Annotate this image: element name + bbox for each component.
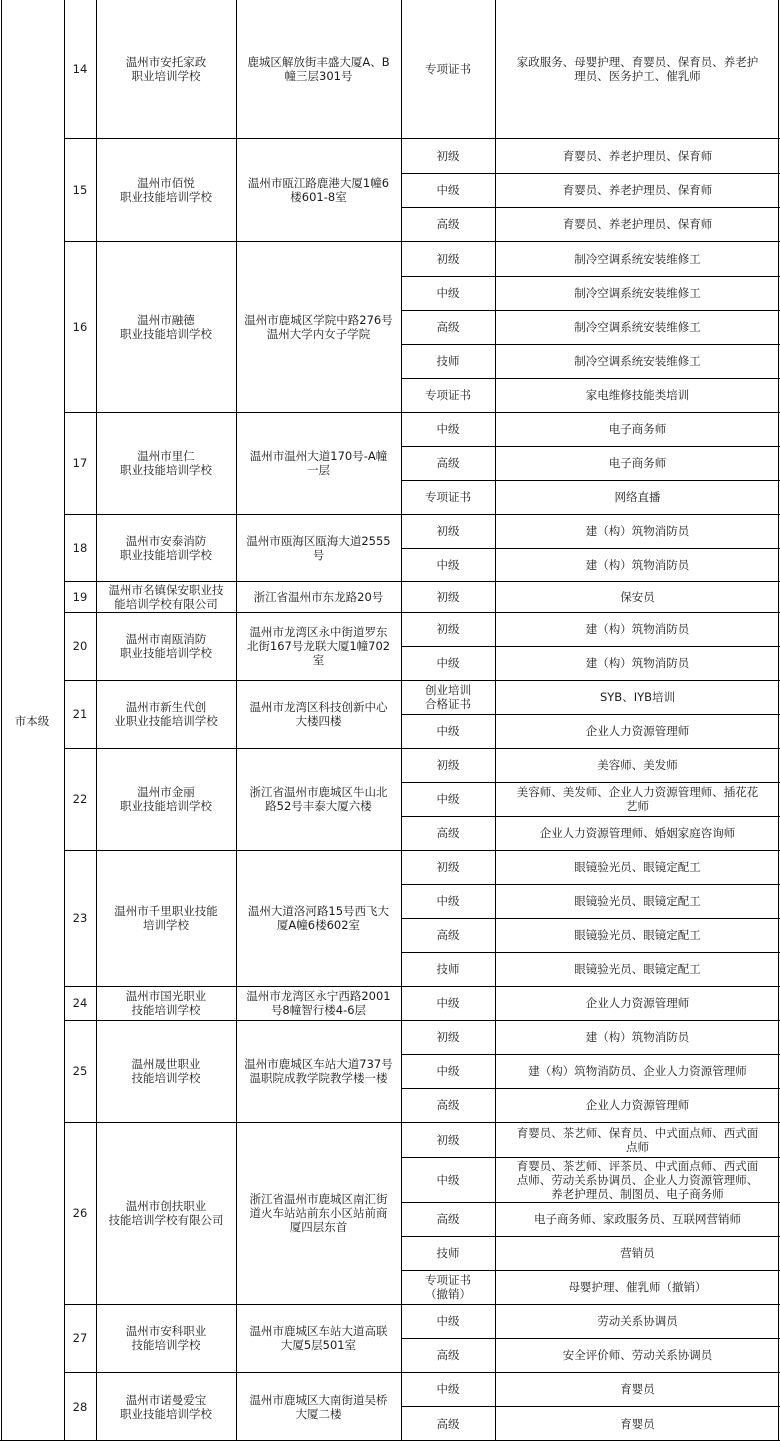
school-number: 26 [72,1206,88,1220]
level-cell: 技师 [436,354,460,368]
level-cell: 初级 [436,622,460,636]
level-cell: 中级 [436,1172,460,1187]
occupation-cell: 建（构）筑物消防员、企业人力资源管理师 [528,1064,747,1078]
level-divider [401,1088,780,1089]
occupation-cell: 眼镜验光员、眼镜定配工 [574,894,701,908]
level-cell: 专项证书 （撤销） [425,1273,471,1301]
column-divider [96,0,97,1441]
school-address: 温州市鹿城区车站大道737号 温职院成教学院教学楼一楼 [244,1057,393,1085]
occupation-cell: 制冷空调系统安装维修工 [574,320,701,334]
occupation-cell: 建（构）筑物消防员 [585,622,690,636]
level-cell: 初级 [436,758,460,772]
region-cell: 市本级 [14,713,50,728]
occupation-cell: 网络直播 [614,490,661,504]
school-number: 23 [72,911,88,925]
level-cell: 中级 [436,1382,460,1396]
level-cell: 高级 [436,217,460,231]
occupation-cell: 建（构）筑物消防员 [585,656,690,670]
level-cell: 高级 [436,456,460,470]
level-cell: 高级 [436,1212,460,1226]
level-divider [401,952,780,953]
school-number: 25 [72,1064,88,1078]
level-cell: 初级 [436,148,460,163]
school-address: 温州市龙湾区永宁西路2001 号8幢智行楼4-6层 [246,989,391,1017]
school-address: 温州市鹿城区车站大道高联 大厦5层501室 [249,1324,388,1352]
occupation-cell: 电子商务师 [608,422,667,436]
school-name: 温州市南瓯消防 职业技能培训学校 [120,632,212,660]
school-number: 15 [72,182,88,197]
occupation-cell: 企业人力资源管理师 [585,996,690,1010]
occupation-cell: 家政服务、母婴护理、育婴员、保育员、养老护 理员、医务护工、催乳师 [516,55,759,83]
school-address: 浙江省温州市鹿城区牛山北 路52号丰泰大厦六楼 [249,785,388,813]
school-address: 温州市鹿城区学院中路276号 温州大学内女子学院 [244,312,393,341]
level-cell: 高级 [436,826,460,840]
occupation-cell: 建（构）筑物消防员 [585,1030,690,1044]
school-name: 温州市名镇保安职业技 能培训学校有限公司 [108,582,224,611]
level-cell: 中级 [436,422,460,436]
school-number: 19 [72,589,88,604]
occupation-cell: 企业人力资源管理师 [585,724,690,738]
occupation-cell: 制冷空调系统安装维修工 [574,251,701,266]
school-number: 18 [72,540,88,555]
level-divider [401,173,780,174]
level-cell: 中级 [436,894,460,908]
school-name: 温州市安科职业 技能培训学校 [125,1324,207,1352]
occupation-cell: 建（构）筑物消防员 [585,524,690,538]
occupation-cell: 建（构）筑物消防员 [585,557,690,572]
level-divider [401,480,780,481]
level-divider [401,344,780,345]
level-cell: 高级 [436,928,460,942]
column-divider [64,0,65,1441]
level-cell: 技师 [436,1246,460,1260]
level-cell: 初级 [436,251,460,266]
school-address: 浙江省温州市东龙路20号 [253,589,384,604]
level-divider [401,1236,780,1237]
school-address: 温州市龙湾区科技创新中心 大楼四楼 [249,700,388,728]
school-name: 温州市千里职业技能 培训学校 [114,904,218,932]
school-address: 浙江省温州市鹿城区南汇街 道火车站站前东小区站前商 厦四层东首 [249,1192,388,1234]
occupation-cell: SYB、IYB培训 [599,690,676,704]
school-address: 温州市龙湾区永中街道罗东 北街167号龙联大厦1幢702 室 [246,625,391,667]
level-cell: 中级 [436,792,460,806]
occupation-cell: 营销员 [620,1246,655,1260]
school-address: 温州市瓯江路鹿港大厦1幢6 楼601-8室 [247,175,390,204]
column-divider [1,0,2,1441]
level-divider [401,816,780,817]
level-divider [401,378,780,379]
level-divider [401,646,780,647]
school-number: 21 [72,707,88,721]
occupation-cell: 安全评价师、劳动关系协调员 [562,1348,713,1362]
level-cell: 中级 [436,1314,460,1328]
level-cell: 高级 [436,320,460,334]
school-address: 温州市温州大道170号-A幢 一层 [249,449,388,477]
school-number: 17 [72,456,88,470]
level-cell: 创业培训 合格证书 [425,683,471,711]
occupation-cell: 制冷空调系统安装维修工 [574,354,701,368]
level-cell: 专项证书 [425,490,471,504]
level-divider [401,446,780,447]
level-cell: 高级 [436,1416,460,1431]
level-cell: 初级 [436,1030,460,1044]
occupation-cell: 育婴员 [620,1416,655,1431]
occupation-cell: 企业人力资源管理师、婚姻家庭咨询师 [539,826,736,840]
level-cell: 中级 [436,996,460,1010]
level-cell: 初级 [436,860,460,874]
school-address: 温州市瓯海区瓯海大道2555 号 [246,533,391,562]
level-divider [401,1157,780,1158]
level-cell: 中级 [436,1064,460,1078]
level-divider [401,782,780,783]
level-cell: 专项证书 [425,388,471,402]
school-name: 温州市创扶职业 技能培训学校有限公司 [108,1199,224,1227]
occupation-cell: 眼镜验光员、眼镜定配工 [574,928,701,942]
level-cell: 初级 [436,1132,460,1147]
level-divider [401,884,780,885]
level-divider [401,548,780,549]
occupation-cell: 眼镜验光员、眼镜定配工 [574,860,701,874]
occupation-cell: 美容师、美发师、企业人力资源管理师、插花花 艺师 [516,785,759,813]
school-name: 温州市新生代创 业职业技能培训学校 [114,700,218,728]
level-divider [401,310,780,311]
level-divider [401,1054,780,1055]
occupation-cell: 保安员 [620,589,655,604]
school-number: 28 [72,1399,88,1414]
school-name: 温州市融德 职业技能培训学校 [120,312,212,341]
occupation-cell: 企业人力资源管理师 [585,1098,690,1112]
occupation-cell: 母婴护理、催乳师（撤销） [568,1280,707,1294]
occupation-cell: 电子商务师 [608,456,667,470]
school-name: 温州市安托家政 职业培训学校 [125,55,207,83]
school-name: 温州市国光职业 技能培训学校 [125,989,207,1017]
level-divider [401,714,780,715]
level-divider [401,1270,780,1271]
level-cell: 中级 [436,557,460,572]
school-number: 22 [72,792,88,806]
school-number: 20 [72,639,88,653]
school-name: 温州市佰悦 职业技能培训学校 [120,175,212,204]
level-cell: 中级 [436,183,460,197]
level-divider [401,1338,780,1339]
occupation-cell: 劳动关系协调员 [597,1314,678,1328]
school-name: 温州市里仁 职业技能培训学校 [120,449,212,477]
occupation-cell: 制冷空调系统安装维修工 [574,286,701,300]
level-cell: 中级 [436,656,460,670]
level-divider [401,276,780,277]
column-divider [495,0,496,1441]
school-name: 温州市安泰消防 职业技能培训学校 [120,533,212,562]
school-address: 温州市鹿城区大南街道吴桥 大厦二楼 [249,1392,388,1421]
school-number: 16 [72,319,88,334]
occupation-cell: 家电维修技能类培训 [585,388,690,402]
level-divider [401,1202,780,1203]
school-name: 温州市金丽 职业技能培训学校 [120,785,212,813]
level-cell: 初级 [436,589,460,604]
column-divider [778,0,779,1441]
level-cell: 高级 [436,1098,460,1112]
school-name: 温州晟世职业 技能培训学校 [131,1057,201,1085]
occupation-cell: 育婴员 [620,1382,655,1396]
school-number: 24 [72,996,88,1010]
school-address: 温州大道洛河路15号西飞大 厦A幢6楼602室 [247,904,390,932]
level-cell: 高级 [436,1348,460,1362]
occupation-cell: 美容师、美发师 [597,758,678,772]
school-name: 温州市诺曼爱宝 职业技能培训学校 [120,1392,212,1421]
column-divider [236,0,237,1441]
level-cell: 初级 [436,524,460,538]
level-cell: 技师 [436,962,460,976]
level-divider [401,918,780,919]
school-address: 鹿城区解放街丰盛大厦A、B 幢三层301号 [247,55,390,83]
occupation-cell: 育婴员、茶艺师、评茶员、中式面点师、西式面 点师、劳动关系协调员、企业人力资源管理师、 养老护理员、制图员、电子商务师 [516,1158,759,1201]
level-cell: 中级 [436,724,460,738]
occupation-cell: 育婴员、养老护理员、保育师 [562,217,713,231]
school-number: 27 [72,1331,88,1345]
level-cell: 中级 [436,286,460,300]
level-divider [401,1406,780,1407]
level-cell: 专项证书 [425,62,471,76]
occupation-cell: 育婴员、养老护理员、保育师 [562,148,713,163]
column-divider [401,0,402,1441]
school-number: 14 [72,62,88,76]
occupation-cell: 电子商务师、家政服务员、互联网营销师 [534,1212,741,1226]
occupation-cell: 眼镜验光员、眼镜定配工 [574,962,701,976]
occupation-cell: 育婴员、养老护理员、保育师 [562,183,713,197]
occupation-cell: 育婴员、茶艺师、保育员、中式面点师、西式面 点师 [516,1125,759,1154]
level-divider [401,207,780,208]
